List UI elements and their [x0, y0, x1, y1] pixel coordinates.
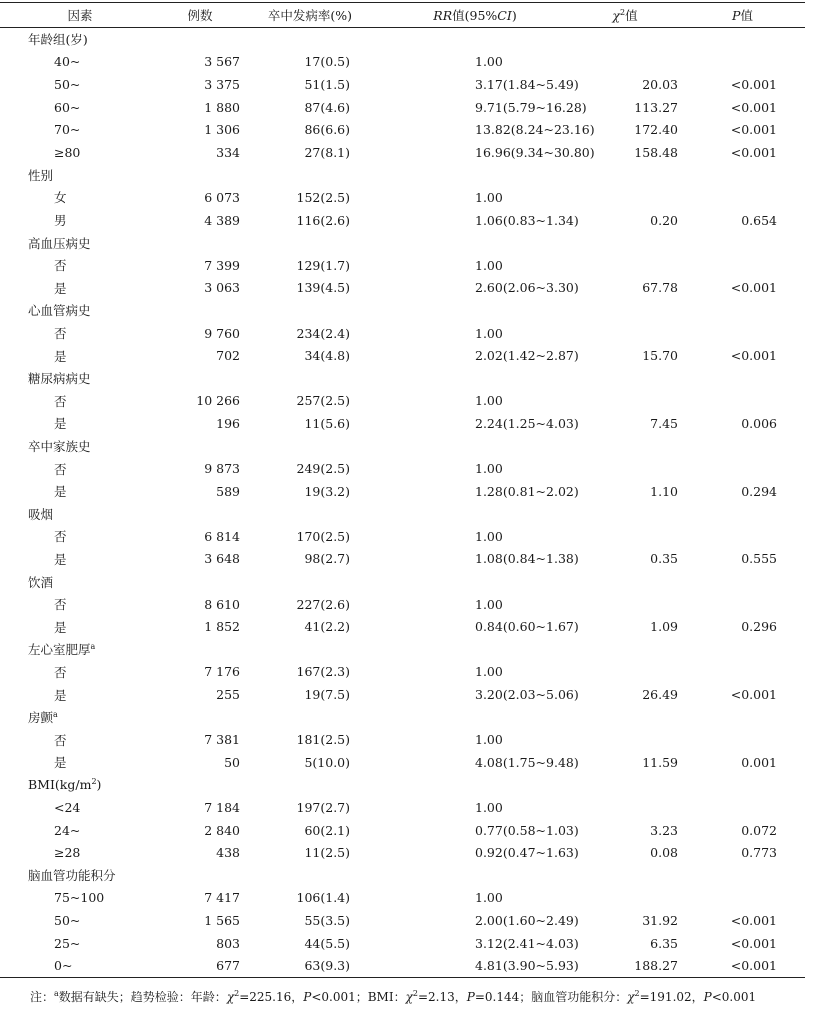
note-sup-a: a — [54, 989, 59, 998]
cell-p: <0.001 — [730, 122, 777, 138]
cell-rr: 0.77(0.58~1.03) — [475, 822, 579, 838]
cell-incidence: 87(4.6) — [304, 99, 350, 115]
cell-n: 803 — [216, 935, 240, 951]
header-p-tail: 值 — [740, 8, 753, 23]
group-label-after: ) — [96, 777, 102, 793]
table-row — [0, 277, 805, 300]
table-row — [0, 96, 805, 119]
table-row — [0, 593, 805, 616]
table-row — [0, 887, 805, 910]
cell-rr: 2.60(2.06~3.30) — [475, 280, 579, 296]
cell-n: 1 565 — [204, 912, 240, 928]
cell-incidence: 116(2.6) — [296, 212, 350, 228]
cell-n: 2 840 — [204, 822, 240, 838]
group-label-text: 房颤 — [28, 710, 54, 726]
cell-chi: 11.59 — [642, 754, 678, 770]
table-group-row — [0, 231, 805, 254]
group-label-text: 卒中家族史 — [28, 438, 91, 454]
cell-n: 255 — [216, 687, 240, 703]
cell-category: 40~ — [54, 54, 81, 70]
cell-rr: 1.00 — [475, 890, 503, 906]
cell-category: 24~ — [54, 822, 81, 838]
cell-category: 否 — [54, 597, 67, 613]
table-row — [0, 73, 805, 96]
cell-category: 男 — [54, 213, 67, 229]
cell-category: 是 — [54, 348, 67, 364]
cell-rr: 3.17(1.84~5.49) — [475, 76, 579, 92]
table-row — [0, 390, 805, 413]
cell-category: 是 — [54, 280, 67, 296]
cell-n: 7 381 — [204, 732, 240, 748]
cell-category: 是 — [54, 619, 67, 635]
cell-category: 75~100 — [54, 890, 105, 906]
note-chi2-sup: 2 — [412, 989, 418, 998]
cell-incidence: 60(2.1) — [304, 822, 350, 838]
cell-category: ≥80 — [54, 144, 81, 160]
cell-n: 3 648 — [204, 551, 240, 567]
cell-p: <0.001 — [730, 99, 777, 115]
cell-chi: 3.23 — [650, 822, 678, 838]
cell-incidence: 19(3.2) — [304, 483, 350, 499]
cell-incidence: 98(2.7) — [304, 551, 350, 567]
cell-n: 677 — [160, 954, 240, 977]
group-label-text: BMI(kg/m — [28, 777, 92, 793]
cell-p: 0.296 — [741, 619, 777, 635]
note-val2b: =0.144；脑血管功能积分： — [474, 990, 628, 1004]
cell-p: 0.294 — [741, 483, 777, 499]
group-label-sup: a — [90, 642, 96, 652]
cell-category: 是 — [54, 551, 67, 567]
group-label-sup: 2 — [91, 777, 97, 787]
cell-incidence: 19(7.5) — [304, 687, 350, 703]
group-label-text: 吸烟 — [28, 506, 54, 522]
cell-category: 60~ — [54, 99, 81, 115]
cell-p: 0.773 — [741, 845, 777, 861]
header-factor: 因素 — [0, 3, 160, 28]
table-row — [0, 728, 805, 751]
table-row — [0, 661, 805, 684]
cell-incidence: 11(5.6) — [304, 415, 350, 431]
table-row — [0, 480, 805, 503]
cell-rr: 4.08(1.75~9.48) — [475, 754, 579, 770]
cell-incidence: 34(4.8) — [304, 348, 350, 364]
cell-chi — [570, 322, 680, 345]
note-p1: P — [303, 990, 312, 1004]
cell-chi: 26.49 — [642, 687, 678, 703]
table-row — [0, 254, 805, 277]
table-row — [0, 209, 805, 232]
cell-rr: 3.20(2.03~5.06) — [475, 687, 579, 703]
cell-incidence: 152(2.5) — [296, 189, 350, 205]
cell-incidence: 197(2.7) — [296, 799, 350, 815]
cell-chi: 15.70 — [642, 348, 678, 364]
cell-p: <0.001 — [730, 76, 777, 92]
cell-p: <0.001 — [680, 954, 805, 977]
header-rr — [380, 3, 570, 28]
header-n: 例数 — [160, 3, 240, 28]
cell-rr: 0.84(0.60~1.67) — [475, 619, 579, 635]
table-row — [0, 525, 805, 548]
cell-incidence: 106(1.4) — [296, 890, 350, 906]
note-val1b: <0.001；BMI： — [311, 990, 406, 1004]
cell-rr: 1.08(0.84~1.38) — [475, 551, 579, 567]
cell-chi: 172.40 — [634, 122, 678, 138]
cell-p: 0.555 — [741, 551, 777, 567]
cell-rr: 16.96(9.34~30.80) — [475, 144, 595, 160]
cell-chi: 113.27 — [634, 99, 678, 115]
cell-n: 9 760 — [204, 325, 240, 341]
cell-rr: 1.00 — [475, 325, 503, 341]
cell-n: 1 852 — [204, 619, 240, 635]
cell-p: <0.001 — [730, 280, 777, 296]
group-label-text: 左心室肥厚 — [28, 642, 91, 658]
group-label — [0, 299, 805, 322]
group-label — [0, 774, 805, 797]
cell-rr: 3.12(2.41~4.03) — [475, 935, 579, 951]
header-rr-end: ) — [511, 8, 517, 23]
group-label — [0, 638, 805, 661]
cell-chi: 188.27 — [570, 954, 680, 977]
cell-rr: 1.00 — [475, 393, 503, 409]
header-incidence: 卒中发病率(%) — [240, 3, 380, 28]
cell-p — [680, 796, 805, 819]
header-p — [680, 3, 805, 28]
group-label — [0, 435, 805, 458]
table-row — [0, 954, 805, 977]
note-p3: P — [703, 990, 712, 1004]
table-row — [0, 909, 805, 932]
cell-rr: 1.28(0.81~2.02) — [475, 483, 579, 499]
header-chi-symbol: χ — [612, 8, 620, 23]
cell-chi — [570, 887, 680, 910]
cell-incidence: 257(2.5) — [296, 393, 350, 409]
cell-p: 0.072 — [741, 822, 777, 838]
cell-n: 10 266 — [196, 393, 240, 409]
table-row — [0, 412, 805, 435]
cell-rr: 2.02(1.42~2.87) — [475, 348, 579, 364]
table-group-row — [0, 502, 805, 525]
cell-n: 7 184 — [204, 799, 240, 815]
cell-n: 3 375 — [204, 76, 240, 92]
group-label-text: 脑血管功能积分 — [28, 868, 116, 884]
cell-rr: 2.24(1.25~4.03) — [475, 415, 579, 431]
cell-n: 3 567 — [204, 54, 240, 70]
group-label — [0, 367, 805, 390]
cell-category: 否 — [54, 732, 67, 748]
note-val3b: <0.001 — [711, 990, 757, 1004]
group-label — [0, 570, 805, 593]
header-chi-sup: 2 — [619, 7, 626, 17]
cell-category: 否 — [54, 393, 67, 409]
group-label — [0, 231, 805, 254]
cell-p — [680, 887, 805, 910]
note-val3: =191.02， — [639, 990, 704, 1004]
cell-chi — [570, 661, 680, 684]
cell-p — [680, 51, 805, 74]
cell-incidence: 249(2.5) — [296, 461, 350, 477]
cell-rr: 1.06(0.83~1.34) — [475, 212, 579, 228]
group-label-text: 饮酒 — [28, 574, 54, 590]
cell-category: 25~ — [54, 935, 81, 951]
header-chi-tail: 值 — [625, 8, 638, 23]
cell-rr: 0.92(0.47~1.63) — [475, 845, 579, 861]
cell-p: <0.001 — [730, 348, 777, 364]
cell-chi — [570, 796, 680, 819]
cell-incidence: 63(9.3) — [240, 954, 380, 977]
cell-category: 是 — [54, 755, 67, 771]
cell-chi: 7.45 — [650, 415, 678, 431]
cell-chi: 20.03 — [642, 76, 678, 92]
note-val1: =225.16， — [239, 990, 304, 1004]
table-group-row — [0, 164, 805, 187]
cell-rr: 13.82(8.24~23.16) — [475, 122, 595, 138]
cell-n: 334 — [216, 144, 240, 160]
cell-n: 9 873 — [204, 461, 240, 477]
cell-category: 否 — [54, 461, 67, 477]
table-group-row — [0, 299, 805, 322]
cell-incidence: 170(2.5) — [296, 528, 350, 544]
header-rr-ci: CI — [497, 8, 512, 23]
cell-category: ≥28 — [54, 845, 81, 861]
table-group-row — [0, 638, 805, 661]
cell-p — [680, 254, 805, 277]
cell-rr: 1.00 — [475, 528, 503, 544]
table-row — [0, 51, 805, 74]
group-label-text: 年龄组(岁) — [28, 32, 88, 48]
cell-n: 8 610 — [204, 596, 240, 612]
cell-category: 女 — [54, 190, 67, 206]
cell-chi — [570, 254, 680, 277]
cell-incidence: 139(4.5) — [296, 280, 350, 296]
cell-chi: 158.48 — [634, 144, 678, 160]
table-row — [0, 141, 805, 164]
cell-n: 3 063 — [204, 280, 240, 296]
cell-category: 否 — [54, 529, 67, 545]
group-label — [0, 706, 805, 729]
cell-chi: 67.78 — [642, 280, 678, 296]
cell-incidence: 27(8.1) — [304, 144, 350, 160]
cell-n: 50 — [224, 754, 240, 770]
cell-incidence: 227(2.6) — [296, 596, 350, 612]
cell-chi: 0.20 — [650, 212, 678, 228]
cell-incidence: 86(6.6) — [304, 122, 350, 138]
cell-category: 50~ — [54, 76, 81, 92]
table-header-row — [0, 3, 805, 28]
cell-incidence: 11(2.5) — [304, 845, 350, 861]
cell-n: 702 — [216, 348, 240, 364]
cell-chi — [570, 390, 680, 413]
cell-n: 4 389 — [204, 212, 240, 228]
note-chi1: χ — [226, 990, 235, 1004]
table-group-row — [0, 367, 805, 390]
cell-n: 6 814 — [204, 528, 240, 544]
table-row — [0, 118, 805, 141]
group-label-text: 糖尿病病史 — [28, 371, 91, 387]
table-footnote — [30, 988, 810, 1005]
group-label-text: 性别 — [28, 167, 54, 183]
cell-rr: 2.00(1.60~2.49) — [475, 912, 579, 928]
header-p-symbol: P — [732, 8, 741, 23]
table-row — [0, 751, 805, 774]
table-group-row — [0, 774, 805, 797]
cell-rr: 1.00 — [475, 799, 503, 815]
cell-n: 589 — [216, 483, 240, 499]
cell-category: 是 — [54, 687, 67, 703]
cell-incidence: 55(3.5) — [304, 912, 350, 928]
note-val2: =2.13， — [417, 990, 467, 1004]
table-group-row — [0, 28, 805, 51]
group-label — [0, 28, 805, 51]
cell-p: <0.001 — [730, 687, 777, 703]
cell-p — [680, 525, 805, 548]
cell-chi: 1.09 — [650, 619, 678, 635]
risk-factor-table — [0, 2, 805, 978]
group-label — [0, 864, 805, 887]
table-row — [0, 932, 805, 955]
table-row — [0, 344, 805, 367]
cell-rr: 9.71(5.79~16.28) — [475, 99, 587, 115]
cell-chi — [570, 593, 680, 616]
cell-rr: 1.00 — [475, 257, 503, 273]
cell-category: <24 — [54, 799, 81, 815]
table-row — [0, 615, 805, 638]
note-p2: P — [466, 990, 475, 1004]
group-label-text: 高血压病史 — [28, 235, 91, 251]
cell-rr: 4.81(3.90~5.93) — [380, 954, 570, 977]
group-label — [0, 164, 805, 187]
cell-p: 0.654 — [741, 212, 777, 228]
cell-p — [680, 661, 805, 684]
cell-n: 1 880 — [204, 99, 240, 115]
cell-rr: 1.00 — [475, 461, 503, 477]
table-group-row — [0, 864, 805, 887]
cell-n: 438 — [216, 845, 240, 861]
cell-chi — [570, 186, 680, 209]
cell-n: 7 176 — [204, 664, 240, 680]
table-group-row — [0, 706, 805, 729]
cell-category: 是 — [54, 484, 67, 500]
cell-rr: 1.00 — [475, 732, 503, 748]
cell-category: 否 — [54, 258, 67, 274]
cell-p: 0.006 — [741, 415, 777, 431]
note-prefix: 注： — [30, 990, 55, 1004]
cell-p — [680, 457, 805, 480]
table-row — [0, 819, 805, 842]
cell-rr: 1.00 — [475, 54, 503, 70]
table-row — [0, 796, 805, 819]
cell-p — [680, 390, 805, 413]
table-row — [0, 683, 805, 706]
cell-category: 否 — [54, 664, 67, 680]
cell-rr: 1.00 — [475, 189, 503, 205]
group-label-sup: a — [53, 709, 58, 719]
cell-category: 是 — [54, 416, 67, 432]
note-chi3: χ — [627, 990, 635, 1004]
group-label-text: 心血管病史 — [28, 303, 91, 319]
cell-rr: 1.00 — [475, 664, 503, 680]
cell-incidence: 51(1.5) — [304, 76, 350, 92]
cell-chi — [570, 457, 680, 480]
cell-p — [680, 728, 805, 751]
cell-p: <0.001 — [730, 144, 777, 160]
cell-chi: 6.35 — [650, 935, 678, 951]
cell-chi: 31.92 — [642, 912, 678, 928]
table-row — [0, 548, 805, 571]
cell-chi: 0.08 — [650, 845, 678, 861]
cell-p — [680, 593, 805, 616]
cell-chi — [570, 728, 680, 751]
table-row — [0, 322, 805, 345]
cell-p — [680, 186, 805, 209]
cell-p: 0.001 — [741, 754, 777, 770]
table-group-row — [0, 570, 805, 593]
note-chi1-sup: 2 — [234, 989, 240, 998]
table-row — [0, 457, 805, 480]
cell-n: 7 417 — [204, 890, 240, 906]
cell-p: <0.001 — [730, 912, 777, 928]
cell-incidence: 41(2.2) — [304, 619, 350, 635]
cell-p — [680, 322, 805, 345]
cell-incidence: 17(0.5) — [304, 54, 350, 70]
cell-incidence: 167(2.3) — [296, 664, 350, 680]
cell-category: 70~ — [54, 122, 81, 138]
cell-incidence: 129(1.7) — [296, 257, 350, 273]
cell-n: 196 — [216, 415, 240, 431]
cell-chi — [570, 525, 680, 548]
cell-chi: 1.10 — [650, 483, 678, 499]
cell-incidence: 5(10.0) — [304, 754, 350, 770]
cell-rr: 1.00 — [475, 596, 503, 612]
cell-p: <0.001 — [730, 935, 777, 951]
cell-incidence: 181(2.5) — [296, 732, 350, 748]
table-group-row — [0, 435, 805, 458]
cell-incidence: 44(5.5) — [304, 935, 350, 951]
cell-n: 6 073 — [204, 189, 240, 205]
group-label — [0, 502, 805, 525]
header-rr-mid: 值(95% — [452, 8, 498, 23]
table-body — [0, 28, 805, 978]
header-chi — [570, 3, 680, 28]
header-rr-symbol: RR — [433, 8, 453, 23]
cell-category: 0~ — [0, 954, 160, 977]
note-chi3-sup: 2 — [634, 989, 640, 998]
cell-category: 否 — [54, 326, 67, 342]
cell-chi — [570, 51, 680, 74]
table-row — [0, 186, 805, 209]
cell-incidence: 234(2.4) — [296, 325, 350, 341]
cell-chi: 0.35 — [650, 551, 678, 567]
cell-n: 7 399 — [204, 257, 240, 273]
table-row — [0, 841, 805, 864]
note-chi2: χ — [405, 990, 413, 1004]
cell-n: 1 306 — [204, 122, 240, 138]
cell-category: 50~ — [54, 912, 81, 928]
note-text1: 数据有缺失；趋势检验：年龄： — [58, 990, 227, 1004]
